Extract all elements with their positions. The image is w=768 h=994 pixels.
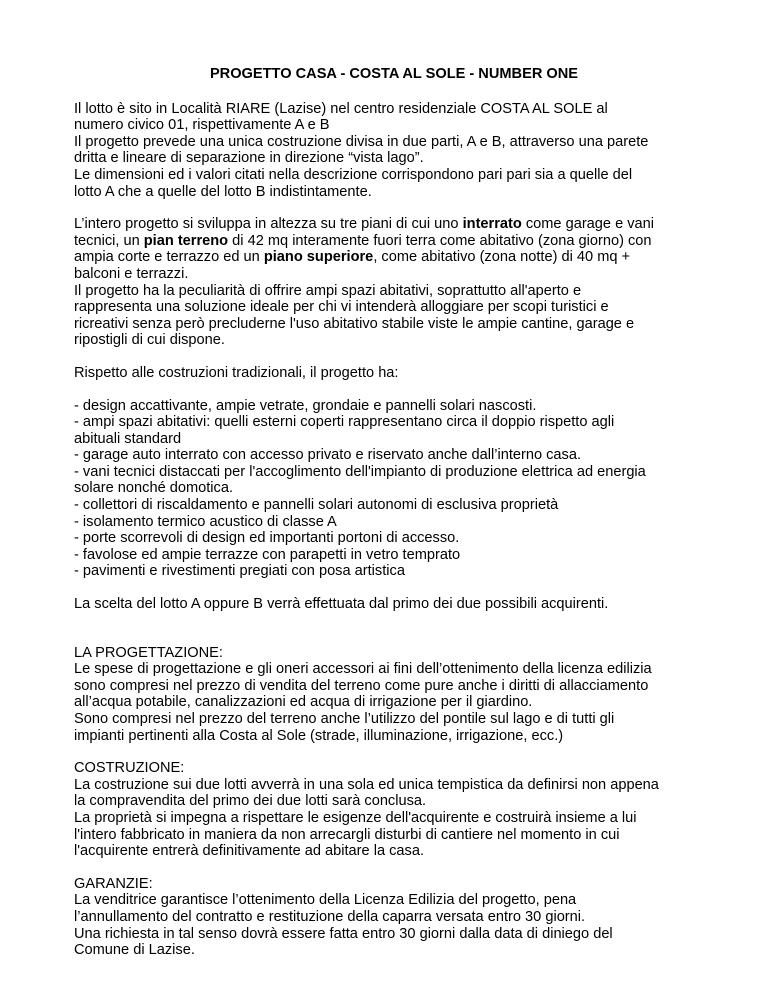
section-line: La costruzione sui due lotti avverrà in una sola ed unica tempistica da definirsi non appena xyxy=(74,776,659,793)
features-list xyxy=(74,398,714,581)
intro-line: Il lotto è sito in Località RIARE (Lazise) nel centro residenziale COSTA AL SOLE al xyxy=(74,100,608,117)
section-line: l’annullamento del contratto e restituzione della caparra versata entro 30 giorni. xyxy=(74,908,586,925)
project-line: rappresenta una soluzione ideale per chi vi intenderà alloggiare per scopi turistici e xyxy=(74,299,609,316)
feature-item: - garage auto interrato con accesso privato e riservato anche dall’interno casa. xyxy=(74,447,582,464)
section-line: sono compresi nel prezzo di vendita del terreno come pure anche i diritti di allacciamento xyxy=(74,677,649,694)
feature-item: - isolamento termico acustico di classe A xyxy=(74,513,337,530)
choice-paragraph: La scelta del lotto A oppure B verrà effettuata dal primo dei due possibili acquirenti. xyxy=(74,596,609,613)
intro-line: Le dimensioni ed i valori citati nella descrizione corrispondono pari pari sia a quelle del xyxy=(74,166,633,183)
intro-line: dritta e lineare di separazione in direzione “vista lago”. xyxy=(74,150,424,167)
progettazione-section xyxy=(74,645,714,745)
project-line: ricreativi senza però precluderne l'uso abitativo stabile viste le ampie cantine, garage e xyxy=(74,315,635,332)
feature-item: - porte scorrevoli di design ed importanti portoni di accesso. xyxy=(74,530,460,547)
section-line: all’acqua potabile, canalizzazioni ed acqua di irrigazione per il giardino. xyxy=(74,694,533,711)
feature-item: - design accattivante, ampie vetrate, grondaie e pannelli solari nascosti. xyxy=(74,397,537,414)
section-line: l'intero fabbricato in maniera da non arrecargli disturbi di cantiere nel momento in cui xyxy=(74,826,620,843)
section-line: Comune di Lazise. xyxy=(74,942,195,959)
garanzie-section xyxy=(74,876,714,959)
section-line: Una richiesta in tal senso dovrà essere fatta entro 30 giorni dalla data di diniego del xyxy=(74,925,613,942)
section-line: l'acquirente entrerà definitivamente ad abitare la casa. xyxy=(74,843,425,860)
feature-item: solare nonché domotica. xyxy=(74,480,234,497)
project-line: Il progetto ha la peculiarità di offrire ampi spazi abitativi, soprattutto all'aperto e xyxy=(74,282,582,299)
feature-item: - ampi spazi abitativi: quelli esterni coperti rappresentano circa il doppio rispetto agli xyxy=(74,414,615,431)
section-line: La proprietà si impegna a rispettare le esigenze dell'acquirente e costruirà insieme a lui xyxy=(74,809,637,826)
project-line: ampia corte e terrazzo ed un piano superiore, come abitativo (zona notte) di 40 mq + xyxy=(74,249,631,266)
section-heading: LA PROGETTAZIONE: xyxy=(74,644,223,661)
bold-piano-superiore: piano superiore xyxy=(263,249,374,266)
intro-paragraph xyxy=(74,101,714,201)
feature-item: - collettori di riscaldamento e pannelli solari autonomi di esclusiva proprietà xyxy=(74,497,559,514)
section-line: la compravendita del primo dei due lotti sarà conclusa. xyxy=(74,793,427,810)
intro-line: numero civico 01, rispettivamente A e B xyxy=(74,117,330,134)
section-line: La venditrice garantisce l’ottenimento della Licenza Edilizia del progetto, pena xyxy=(74,892,577,909)
document-page xyxy=(74,66,714,975)
section-heading: GARANZIE: xyxy=(74,875,153,892)
bold-pian-terreno: pian terreno xyxy=(143,232,229,249)
feature-item: - pavimenti e rivestimenti pregiati con posa artistica xyxy=(74,563,405,580)
intro-line: Il progetto prevede una unica costruzione divisa in due parti, A e B, attraverso una parete xyxy=(74,133,649,150)
bold-interrato: interrato xyxy=(462,216,522,233)
project-line: ripostigli di cui dispone. xyxy=(74,332,225,349)
project-line: tecnici, un pian terreno di 42 mq interamente fuori terra come abitativo (zona giorno) con xyxy=(74,232,652,249)
project-paragraph xyxy=(74,216,714,349)
costruzione-section xyxy=(74,760,714,860)
feature-item: - favolose ed ampie terrazze con parapetti in vetro temprato xyxy=(74,546,461,563)
intro-line: lotto A che a quelle del lotto B indistintamente. xyxy=(74,183,372,200)
section-heading: COSTRUZIONE: xyxy=(74,760,185,777)
section-line: Le spese di progettazione e gli oneri accessori ai fini dell’ottenimento della licenza edilizia xyxy=(74,661,652,678)
feature-item: abituali standard xyxy=(74,430,182,447)
feature-item: - vani tecnici distaccati per l'accoglimento dell'impianto di produzione elettrica ad energia xyxy=(74,463,646,480)
project-line: balconi e terrazzi. xyxy=(74,265,189,282)
project-line: L’intero progetto si sviluppa in altezza su tre piani di cui uno interrato come garage e vani xyxy=(74,216,655,233)
document-title: PROGETTO CASA - COSTA AL SOLE - NUMBER ONE xyxy=(209,66,579,82)
section-line: impianti pertinenti alla Costa al Sole (strade, illuminazione, irrigazione, ecc.) xyxy=(74,727,564,744)
features-intro: Rispetto alle costruzioni tradizionali, il progetto ha: xyxy=(74,364,399,381)
section-line: Sono compresi nel prezzo del terreno anche l’utilizzo del pontile sul lago e di tutti gli xyxy=(74,711,615,727)
